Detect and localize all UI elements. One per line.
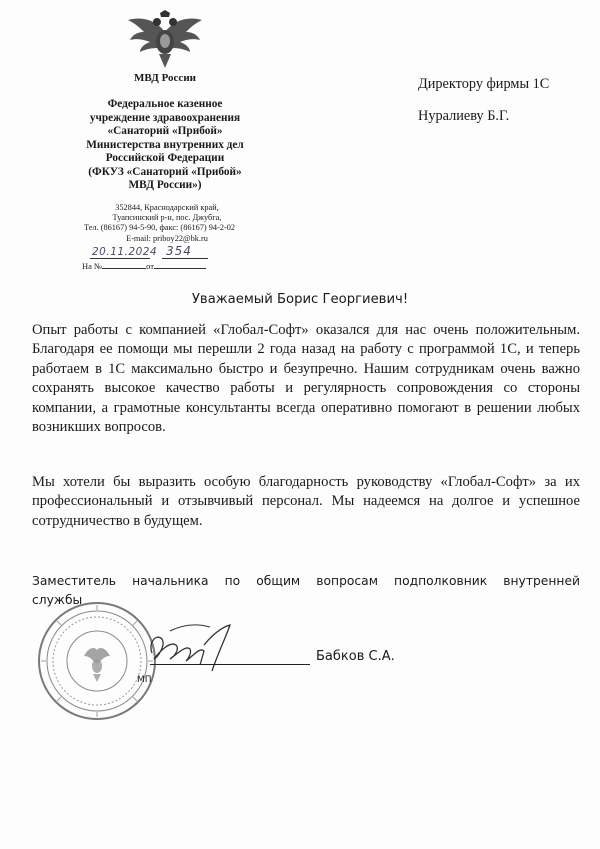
double-headed-eagle-icon — [126, 10, 204, 70]
body-paragraph-2: Мы хотели бы выразить особую благодарность руководству «Глобал-Софт» за их профессиональный и отзывчивый персонал. Мы надеемся на долгое и успешное сотрудничество в будущем. — [32, 474, 580, 529]
date-underline — [90, 258, 150, 259]
reference-number-blank — [102, 268, 146, 269]
signatory-name: Бабков С.А. — [316, 649, 395, 664]
org-line: Федеральное казенное — [107, 98, 223, 110]
salutation: Уважаемый Борис Георгиевич! — [191, 292, 409, 307]
org-line: Министерства внутренних дел — [86, 138, 244, 151]
stamp-place-label: МП — [137, 675, 152, 685]
recipient-name: Нуралиеву Б.Г. — [418, 108, 510, 124]
ministry-name: МВД России — [133, 72, 196, 84]
email-line: E-mail: priboy22@bk.ru — [126, 233, 208, 243]
letterhead — [70, 10, 260, 244]
recipient-position: Директору фирмы 1С — [418, 76, 550, 92]
phone-fax-line: Тел. (86167) 94-5-90, факс: (86167) 94-2-02 — [84, 223, 236, 233]
signature-line — [150, 664, 310, 665]
org-line: МВД России») — [128, 179, 202, 191]
recipient-block — [418, 68, 549, 132]
body-paragraph-1: Опыт работы с компанией «Глобал-Софт» оказался для нас очень положительным. Благодаря ее помощи мы перешли 2 года назад на работу с программой 1С, и теперь работаем в 1С максимально быстро и безупречно. Нашим сотрудникам очень важно сохранять высокое качество работы и регулярность сопровождения со стороны компании, а грамотные консультанты всегда оперативно помогают в решении любых возникших вопросов. — [32, 322, 580, 436]
handwritten-number: 354 — [166, 244, 192, 258]
registration-line — [82, 246, 212, 276]
org-line: (ФКУЗ «Санаторий «Прибой» — [88, 165, 242, 178]
org-line: учреждение здравоохранения — [89, 111, 241, 124]
signatory-position: Заместитель начальника по общим вопросам подполковник внутренней службы — [32, 574, 580, 607]
handwritten-date: 20.11.2024 — [92, 246, 158, 258]
reference-row — [82, 261, 206, 271]
address-line: 352844, Краснодарский край, — [115, 202, 219, 212]
reference-from-word: от — [146, 261, 155, 271]
address-block — [70, 203, 260, 245]
number-underline — [162, 258, 208, 259]
reference-date-blank — [154, 268, 206, 269]
handwritten-signature-icon — [130, 615, 240, 675]
address-line: Туапсинский р-н, пос. Джубга, — [112, 212, 222, 222]
org-line: Российской Федерации — [105, 152, 225, 164]
reference-number-prefix: На № — [82, 261, 103, 271]
organization-name — [70, 98, 260, 193]
org-line: «Санаторий «Прибой» — [107, 125, 223, 137]
